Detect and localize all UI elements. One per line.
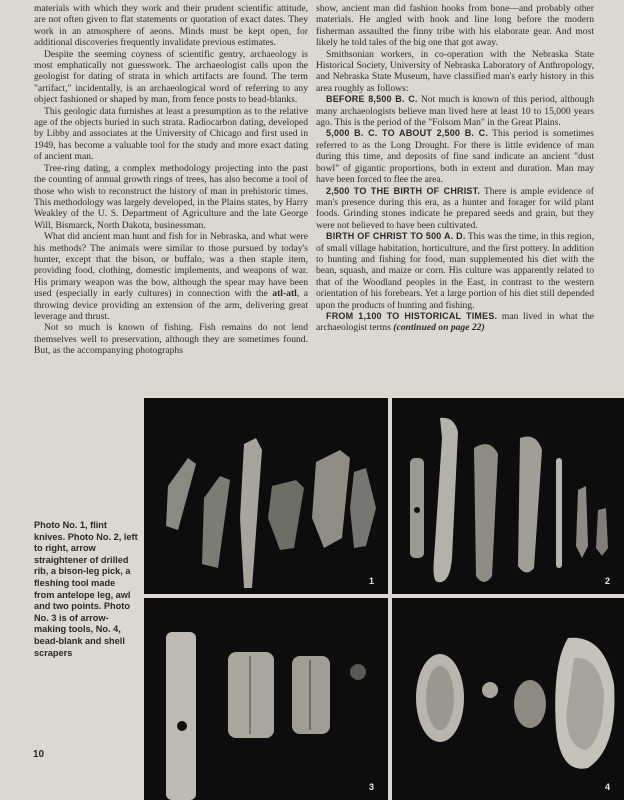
- term-atl-atl: atl-atl: [272, 288, 297, 300]
- period-text: There is ample evidence of man's presence during this era, as a hunter and forager for wild plant foods. Grinding stones indicate he prepared seeds and grain, but they were not believed to have been cultivated.: [316, 185, 594, 231]
- period-heading: FROM 1,100 TO HISTORICAL TIMES.: [326, 310, 498, 321]
- flint-knives-image: [144, 398, 388, 594]
- period-heading: BIRTH OF CHRIST TO 500 A. D.: [326, 231, 466, 242]
- paragraph-text: What did ancient man hunt and fish for in Nebraska, and what were his methods? The animals were similar to those pursued by today's hunter, except that the bison, or buffalo, was a then staple item, providing food, clothing, domestic implements, and weapons of war. His primary weapon was the bow, although the spear may have been used (especially in early cultures) in connection with the: [34, 231, 308, 300]
- photo-arrow-making-tools: [144, 598, 388, 800]
- photo-flint-knives: [144, 398, 388, 594]
- paragraph: show, ancient man did fashion hooks from bone—and probably other materials. He angled with hook and line long before the modern fisherman assaulted the finny tribe with his elaborate gear. And most likely he told tales of the big one that got away.: [316, 3, 594, 49]
- period-heading: 2,500 TO THE BIRTH OF CHRIST.: [326, 185, 481, 196]
- paragraph: Not so much is known of fishing. Fish remains do not lend themselves well to preservation, although they are sometimes found. But, as the accompanying photographs: [34, 322, 308, 357]
- article-column-right: [316, 3, 594, 334]
- period-entry: [316, 231, 594, 311]
- photo-shell-scrapers: [392, 598, 624, 800]
- period-entry: [316, 311, 594, 334]
- shell-scrapers-image: [392, 598, 624, 800]
- photo-number: 2: [604, 576, 610, 586]
- arrow-making-tools-image: [144, 598, 388, 800]
- bone-tools-image: [392, 398, 624, 594]
- article-column-left: [34, 3, 308, 357]
- photo-caption: Photo No. 1, flint knives. Photo No. 2, left to right, arrow straightener of drilled rib, a bison-leg pick, a fleshing tool made from antelope leg, awl and two points. Photo No. 3 is of arrow-making tools, No. 4, bead-blank and shell scrapers: [34, 520, 138, 658]
- photo-number: 4: [604, 782, 610, 792]
- period-heading: BEFORE 8,500 B. C.: [326, 94, 418, 105]
- paragraph: Smithsonian workers, in co-operation with the Nebraska State Historical Society, University of Nebraska Laboratory of Anthropology, and Nebraska State Museum, have classified man's early history in this area roughly as follows:: [316, 48, 594, 94]
- period-heading: 5,000 B. C. TO ABOUT 2,500 B. C.: [326, 128, 489, 139]
- photo-number: 1: [368, 576, 374, 586]
- paragraph-text: , a throwing device providing an extension of the arm, delivering great leverage and thrust.: [34, 288, 308, 322]
- photo-bone-tools: [392, 398, 624, 594]
- period-text: Not much is known of this period, although many archaeologists believe man lived here at least 10 to 15,000 years ago. This is the period of the "Folsom Man" in the Great Plains.: [316, 94, 594, 129]
- period-text: This period is sometimes referred to as the Long Drought. For there is little evidence of man during this time, and deposits of fine sand indicate an ancient "dust bowl" of gigantic proportions, both in extent and duration. Man may have been forced to flee the area.: [316, 128, 594, 186]
- period-entry: [316, 128, 594, 185]
- continued-note: (continued on page 22): [393, 322, 485, 334]
- period-text: This was the time, in this region, of small village habitation, horticulture, and the first pottery. In addition to hunting and fishing for food, man supplemented his diet with the bean, squash, and maize or corn. His culture was apparently related to that of the Woodland peoples in the East, in contrast to the western orientation of his forebears. Yet a large portion of his diet still depended upon the products of hunting and fishing.: [316, 231, 594, 311]
- paragraph: materials with which they work and their prudent scientific attitude, are not often given to flat statements or quotation of exact dates. They work in an atmosphere of aeons. Minds must be kept open, for additional discoveries frequently invalidate previous estimates.: [34, 3, 308, 49]
- paragraph: Tree-ring dating, a complex methodology projecting into the past the counting of annual growth rings of trees, has also become a tool of those who wish to reconstruct the history of man in prehistoric times. This methodology was largely developed, in the Plains states, by Harry Weakley of the U. S. Department of Agriculture and the late George Will, Bismarck, North Dakota, businessman.: [34, 162, 308, 231]
- period-entry: [316, 94, 594, 128]
- period-entry: [316, 186, 594, 232]
- paragraph: Despite the seeming coyness of scientific gentry, archaeology is most emphatically not guesswork. The archaeologist calls upon the geologist for dating of strata in which artifacts are found. The term "artifact," incidentally, is an archaeological word of referring to any object fashioned or shaped by man, from fence posts to bead-blanks.: [34, 48, 308, 106]
- photo-number: 3: [368, 782, 374, 792]
- period-text: man lived in what the archaeologist terms: [316, 310, 594, 334]
- paragraph: This geologic data furnishes at least a presumption as to the relative age of the objects buried in such strata. Radiocarbon dating, developed by Libby and associates at the University of Chicago and first used in 1949, has become a valuable tool for the study and more exact dating of ancient man.: [34, 105, 308, 163]
- paragraph: [34, 231, 308, 322]
- page-number: 10: [33, 749, 45, 760]
